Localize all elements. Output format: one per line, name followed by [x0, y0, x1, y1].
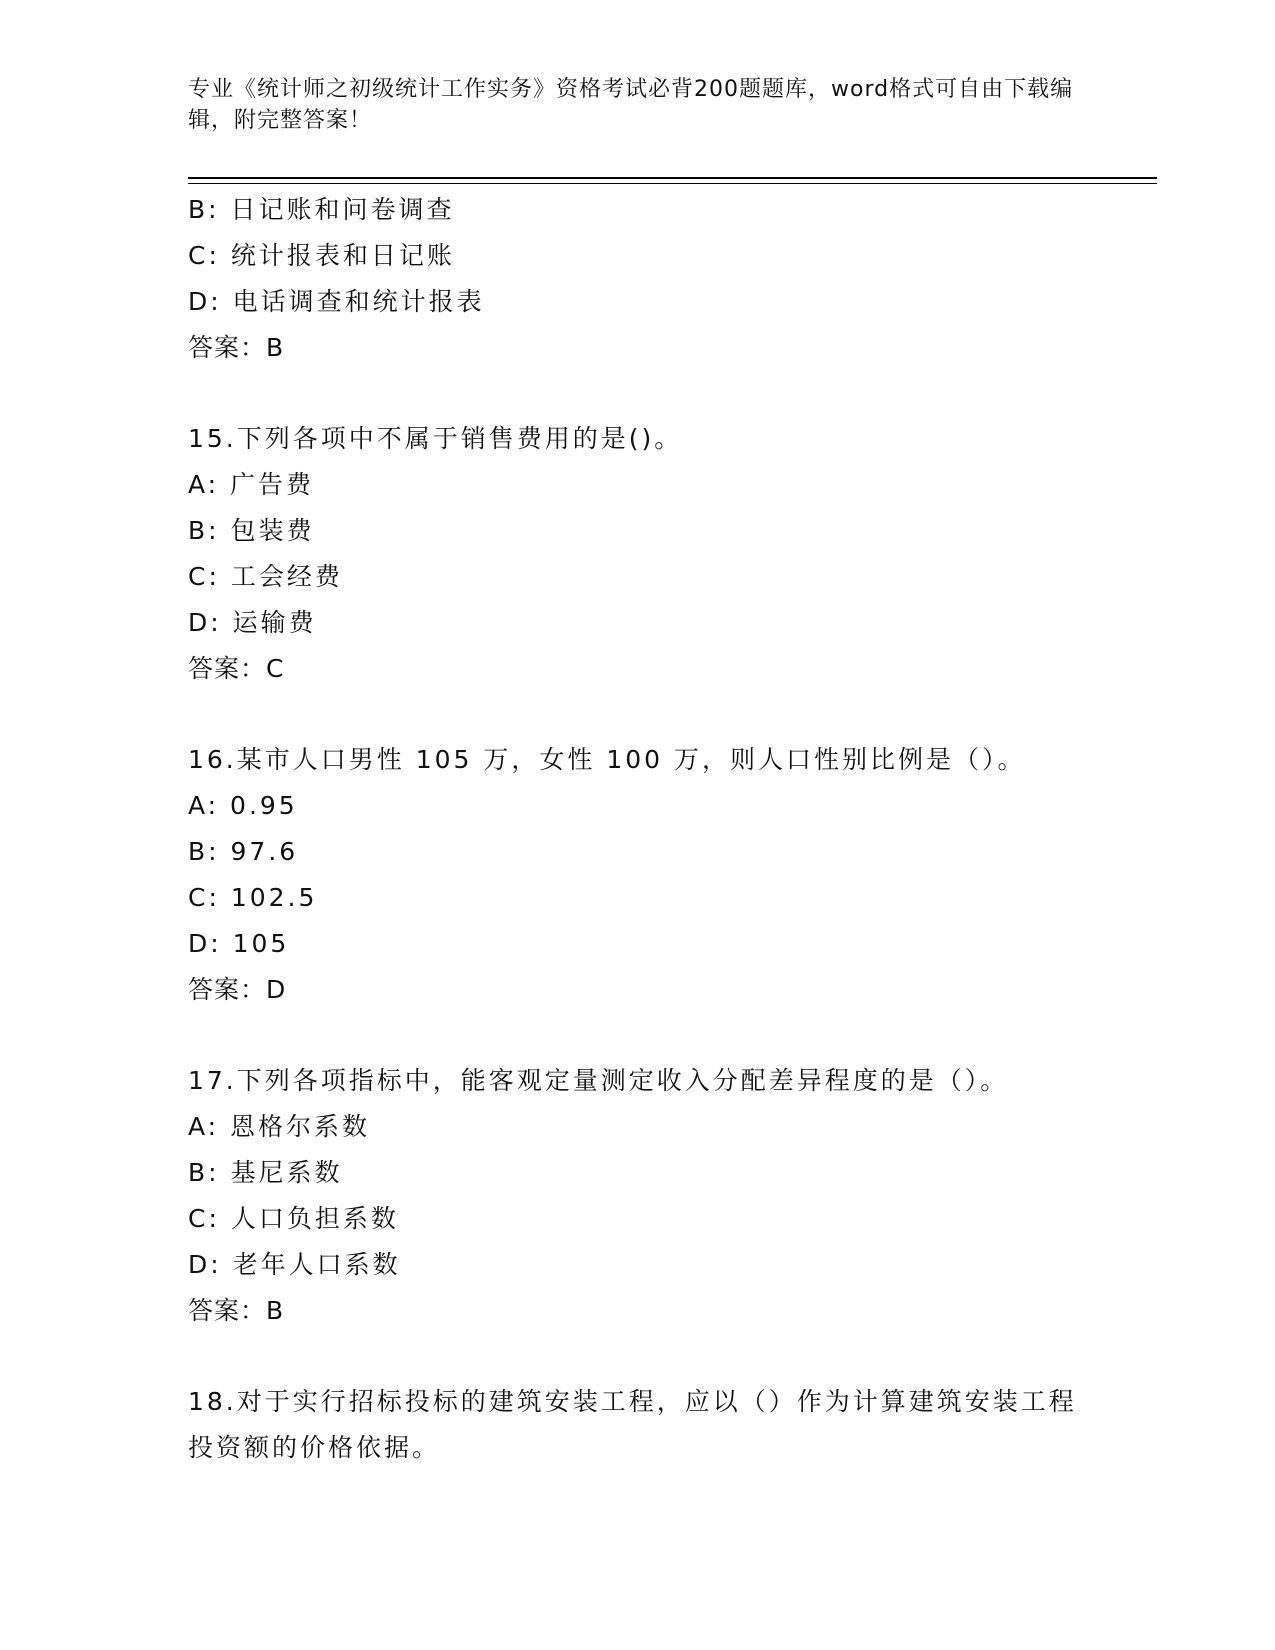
answer: 答案：B	[188, 333, 285, 362]
answer: 答案：C	[188, 654, 285, 683]
document-header: 专业《统计师之初级统计工作实务》资格考试必背200题题库，word格式可自由下载编辑，附完整答案！	[188, 77, 1074, 133]
header-divider-thick	[188, 177, 1157, 179]
question-17	[188, 1058, 1157, 1334]
option-b: B: 日记账和问卷调查	[188, 195, 455, 224]
question-15	[188, 416, 1157, 692]
option-d: D: 运输费	[188, 608, 317, 637]
answer: 答案：D	[188, 975, 287, 1004]
question-stem: 17.下列各项指标中，能客观定量测定收入分配差异程度的是（）。	[188, 1066, 1009, 1095]
option-a: A: 0.95	[188, 791, 298, 820]
option-d: D: 老年人口系数	[188, 1250, 401, 1279]
spacer	[188, 692, 1157, 737]
option-c: C: 人口负担系数	[188, 1204, 399, 1233]
question-14-continuation	[188, 187, 1157, 371]
option-b: B: 97.6	[188, 837, 299, 866]
question-stem: 16.某市人口男性 105 万，女性 100 万，则人口性别比例是（）。	[188, 745, 1026, 774]
answer: 答案：B	[188, 1296, 285, 1325]
option-c: C: 工会经费	[188, 562, 343, 591]
option-c: C: 统计报表和日记账	[188, 241, 455, 270]
question-stem: 15.下列各项中不属于销售费用的是()。	[188, 424, 683, 453]
spacer	[188, 1334, 1157, 1379]
question-stem: 18.对于实行招标投标的建筑安装工程，应以（）作为计算建筑安装工程投资额的价格依据。	[188, 1387, 1077, 1462]
option-b: B: 基尼系数	[188, 1158, 343, 1187]
spacer	[188, 371, 1157, 416]
option-d: D: 105	[188, 929, 290, 958]
spacer	[188, 1013, 1157, 1058]
option-a: A: 恩格尔系数	[188, 1112, 371, 1141]
question-18	[188, 1379, 1157, 1471]
header-divider-thin	[188, 183, 1157, 184]
option-c: C: 102.5	[188, 883, 318, 912]
question-list	[188, 187, 1157, 1471]
option-a: A: 广告费	[188, 470, 315, 499]
option-d: D: 电话调查和统计报表	[188, 287, 485, 316]
question-16	[188, 737, 1157, 1013]
option-b: B: 包装费	[188, 516, 315, 545]
